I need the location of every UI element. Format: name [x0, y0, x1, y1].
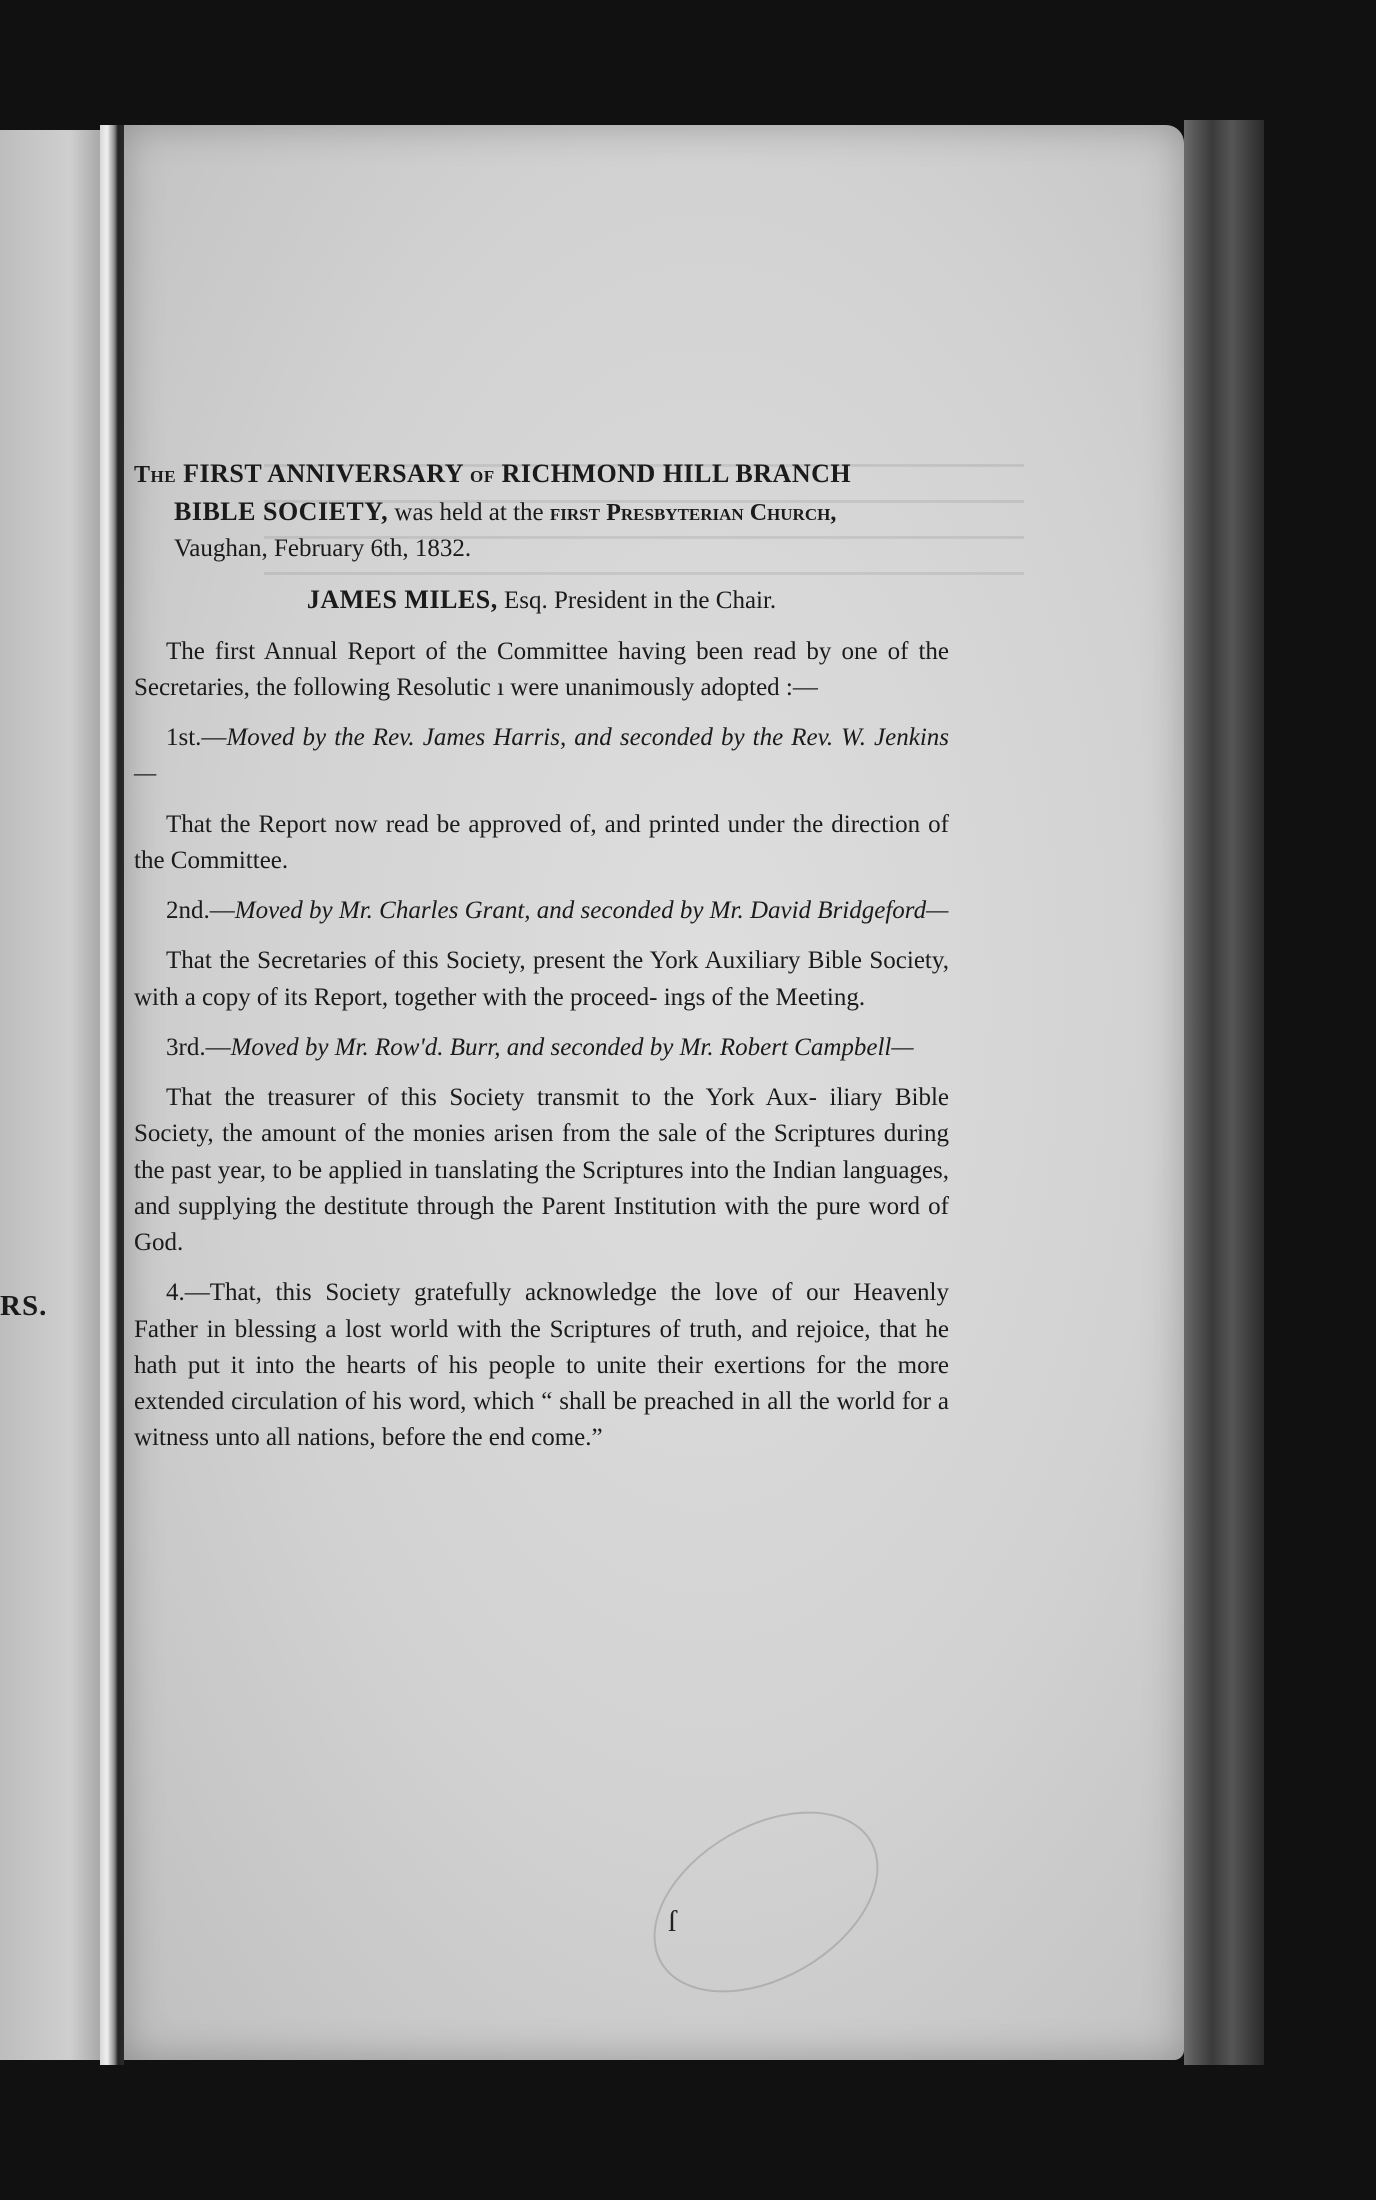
book-gutter [100, 125, 124, 2065]
heading-bible-society: BIBLE SOCIETY, [174, 496, 389, 526]
resolution-1-text: That the Report now read be approved of, and printed under the direction of the Committee. [134, 810, 949, 874]
resolution-1-mover [134, 720, 949, 793]
heading-of: of [470, 462, 495, 488]
resolution-2-text: That the Secretaries of this Society, present the York Auxiliary Bible Society, with a copy of its Report, together with the proceed- ings of the Meeting. [134, 947, 949, 1011]
intro-paragraph: The first Annual Report of the Committee having been read by one of the Secretaries, the following Resolutic ı were unanimously adopted :— [134, 637, 949, 701]
library-stamp [622, 1774, 910, 2029]
resolution-2-mover [134, 893, 949, 929]
chair-name: JAMES MILES, [306, 585, 498, 615]
document-body [134, 455, 949, 1457]
resolution-2-mover-text: Moved by Mr. Charles Grant, and seconded by Mr. David Bridgeford— [234, 897, 949, 925]
heading-first: first [549, 499, 600, 526]
heading-first-anniversary: FIRST ANNIVERSARY [183, 459, 464, 488]
resolution-1-mover-text: Moved by the Rev. James Harris, and seconded by the Rev. W. Jenkins— [134, 724, 949, 788]
heading-church: Presbyterian Church, [606, 499, 837, 526]
chair-rest: Esq. President in the Chair. [503, 587, 777, 615]
heading-line-2 [134, 493, 949, 531]
resolution-3-text: That the treasurer of this Society transmit to the York Aux- iliary Bible Society, the amount of the monies arisen from the sale of the Scriptures during the past year, to be applied in tıanslating the Scriptures into the Indian languages, and supplying the destitute through the Parent Institution with the pure word of God. [134, 1084, 949, 1257]
resolution-1-number: 1st.— [166, 724, 227, 752]
facing-page-fragment: RS. [0, 1290, 48, 1322]
heading-the: The [134, 462, 177, 488]
book-cover-edge [1184, 120, 1264, 2065]
facing-page-edge [0, 130, 100, 2060]
heading-richmond: RICHMOND HILL BRANCH [501, 459, 852, 488]
heading-date: Vaughan, February 6th, 1832. [174, 535, 472, 563]
resolution-3-mover [134, 1030, 949, 1066]
resolution-2-number: 2nd.— [166, 897, 235, 925]
heading [134, 455, 949, 493]
heading-held-at: was held at the [394, 498, 544, 526]
resolution-3-number: 3rd.— [166, 1033, 231, 1061]
page-mark: ſ [668, 1905, 677, 1938]
chair-line [134, 581, 949, 619]
resolution-3-mover-text: Moved by Mr. Row'd. Burr, and seconded by Mr. Robert Campbell— [230, 1033, 914, 1061]
resolution-4-text: 4.—That, this Society gratefully acknowledge the love of our Heavenly Father in blessing a lost world with the Scriptures of truth, and rejoice, that he hath put it into the hearts of his people to unite their exertions for the more extended circulation of his word, which “ shall be preached in all the world for a witness unto all nations, before the end come.” [134, 1279, 949, 1452]
